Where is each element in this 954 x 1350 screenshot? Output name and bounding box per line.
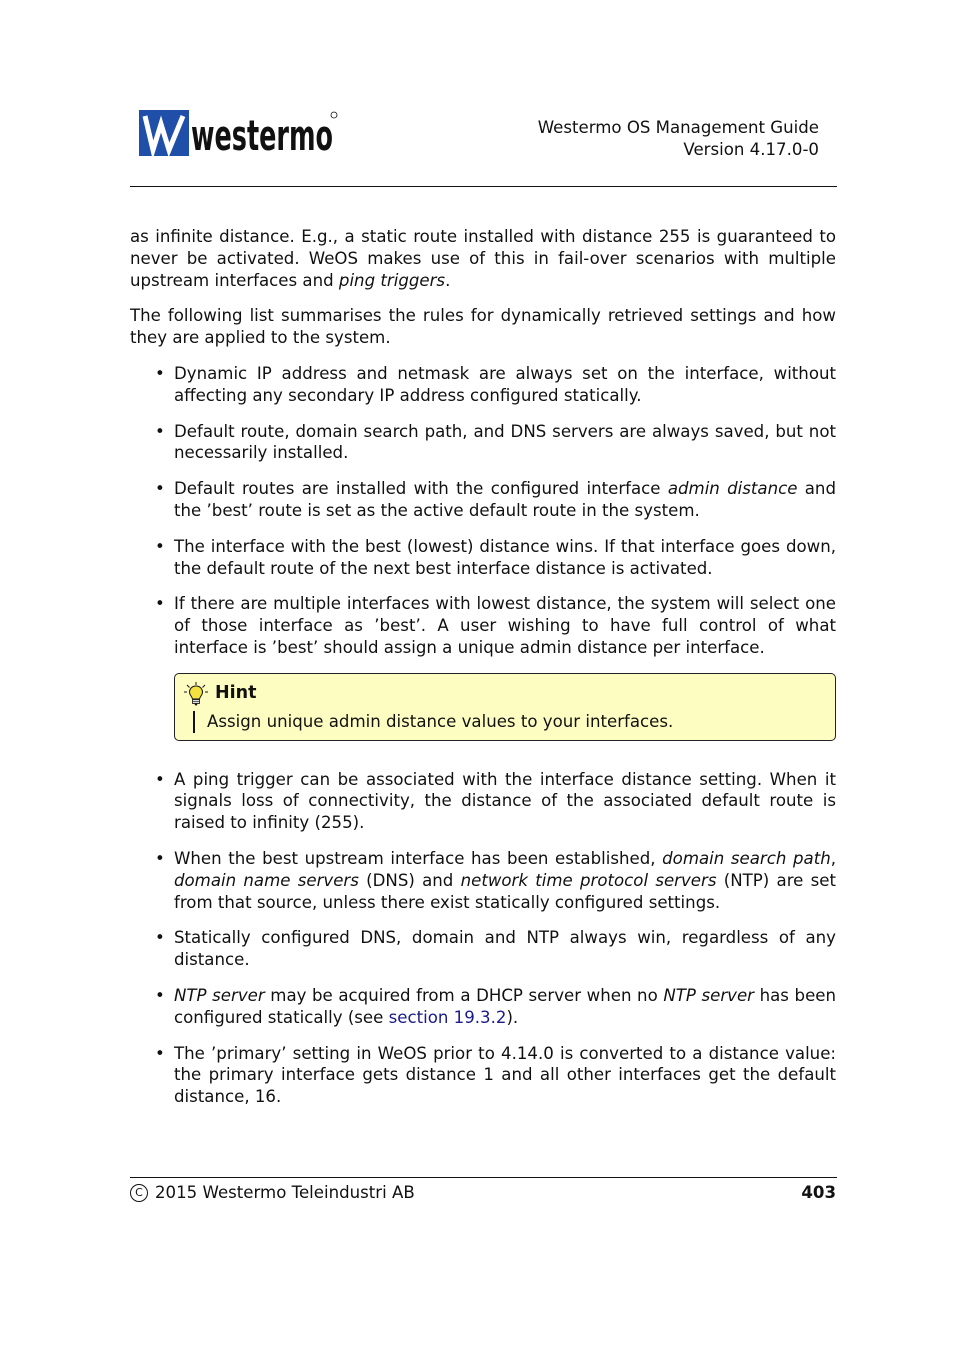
- copyright-icon: C: [130, 1184, 148, 1202]
- page-content: [130, 226, 836, 1122]
- section-link[interactable]: section 19.3.2: [388, 1007, 507, 1027]
- header-rule: [130, 186, 837, 187]
- footer-rule: [130, 1177, 837, 1178]
- list-item: • When the best upstream interface has been established, domain search path, domain name servers (DNS) and network time protocol servers (NTP) are set from that source, unless there exist statically configured settings.: [174, 848, 836, 913]
- paragraph-2: The following list summarises the rules for dynamically retrieved settings and how they are applied to the system.: [130, 306, 836, 348]
- hint-text: Assign unique admin distance values to your interfaces.: [193, 711, 823, 733]
- list-item: • The interface with the best (lowest) distance wins. If that interface goes down, the default route of the next best interface distance is activated.: [174, 536, 836, 580]
- list-item: • Statically configured DNS, domain and NTP always win, regardless of any distance.: [174, 927, 836, 971]
- page-footer: [130, 1182, 836, 1204]
- list-item: • Default route, domain search path, and DNS servers are always saved, but not necessarily installed.: [174, 421, 836, 465]
- list-item: • A ping trigger can be associated with the interface distance setting. When it signals loss of connectivity, the distance of the associated default route is raised to infinity (255).: [174, 769, 836, 834]
- hint-title: Hint: [215, 682, 257, 703]
- list-item: • NTP server may be acquired from a DHCP server when no NTP server has been configured statically (see section 19.3.2).: [174, 985, 836, 1029]
- rules-list-2: [130, 769, 836, 1108]
- lightbulb-icon: [183, 681, 209, 707]
- document-header: [538, 117, 819, 161]
- document-title: Westermo OS Management Guide: [537, 118, 819, 137]
- rules-list-1: [130, 363, 836, 659]
- list-item: • The ’primary’ setting in WeOS prior to 4.14.0 is converted to a distance value: the primary interface gets distance 1 and all other interfaces get the default distance, 16.: [174, 1043, 836, 1108]
- hint-box: [174, 673, 836, 741]
- list-item: • Dynamic IP address and netmask are always set on the interface, without affecting any secondary IP address configured statically.: [174, 363, 836, 407]
- paragraph-1: as infinite distance. E.g., a static route installed with distance 255 is guaranteed to never be activated. WeOS makes use of this in fail-over scenarios with multiple upstream interfaces and ping triggers.: [130, 227, 836, 290]
- page-number: 403: [801, 1183, 836, 1202]
- list-item: • Default routes are installed with the configured interface admin distance and the ’best’ route is set as the active default route in the system.: [174, 478, 836, 522]
- copyright-text: 2015 Westermo Teleindustri AB: [155, 1183, 415, 1202]
- westermo-logo: [139, 110, 339, 158]
- logo-wordmark: westermo: [191, 111, 333, 160]
- list-item: • If there are multiple interfaces with lowest distance, the system will select one of those interface as ’best’. A user wishing to have full control of what interface is ’best’ should assign a unique admin distance per interface.: [174, 593, 836, 658]
- document-version: Version 4.17.0-0: [683, 140, 819, 159]
